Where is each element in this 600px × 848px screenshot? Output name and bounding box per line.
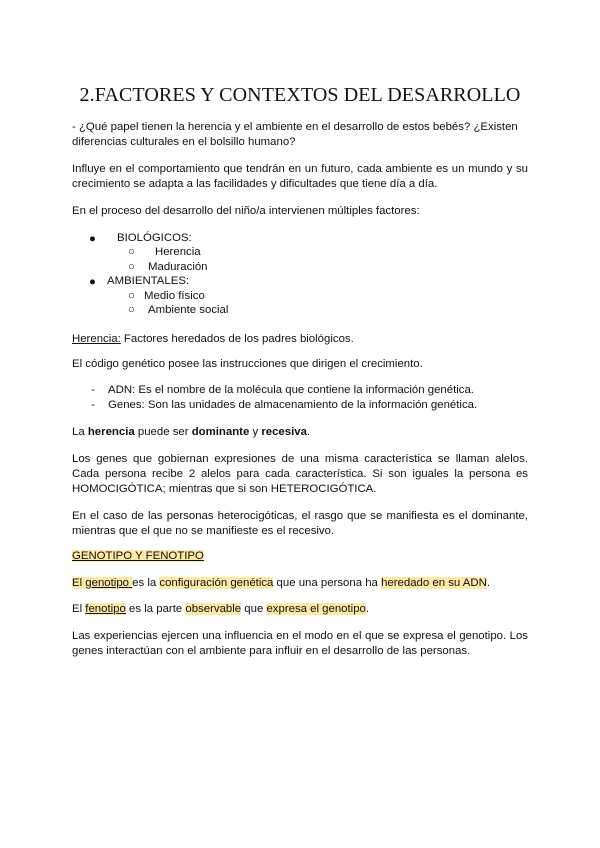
text-fragment: La [72, 426, 88, 438]
highlighted-phrase: observable [185, 603, 242, 615]
list-sub-bullet: ○ [128, 290, 135, 302]
list-item-genes: Genes: Son las unidades de almacenamiento de la información genética. [108, 399, 478, 411]
list-sub-bullet: ○ [128, 246, 135, 258]
herencia-definition-text: Factores heredados de los padres biológicos. [120, 333, 354, 345]
list-bullet: ● [89, 233, 96, 245]
page-title: 2.FACTORES Y CONTEXTOS DEL DESARROLLO [79, 84, 521, 106]
list-sub-bullet: ○ [128, 304, 135, 316]
list-item-biological: BIOLÓGICOS: [117, 232, 192, 244]
text-fragment: El [72, 577, 86, 589]
process-intro-paragraph: En el proceso del desarrollo del niño/a intervienen múltiples factores: [72, 205, 420, 217]
text-fragment: puede ser [134, 426, 192, 438]
bold-term: dominante [191, 426, 250, 438]
phenotype-sentence [72, 602, 528, 617]
text-fragment: que [241, 603, 267, 615]
highlighted-phrase: heredado en su ADN [381, 577, 487, 589]
bold-term: herencia [87, 426, 135, 438]
genotype-sentence [72, 576, 528, 591]
section-heading [72, 549, 528, 564]
text-fragment: es la parte [125, 603, 186, 615]
influence-paragraph: Influye en el comportamiento que tendrán en un futuro, cada ambiente es un mundo y su crecimiento se adapta a las facilidades y dificultades que tiene día a día. [72, 163, 528, 190]
highlighted-phrase: expresa el genotipo [266, 603, 366, 615]
text-fragment: que una persona ha [273, 577, 382, 589]
list-item-medio-fisico: Medio físico [144, 290, 205, 302]
inheritance-sentence [72, 425, 528, 440]
herencia-definition [72, 332, 528, 347]
text-fragment: El [72, 603, 86, 615]
text-fragment: es la [132, 577, 160, 589]
list-item-ambiente-social: Ambiente social [148, 304, 229, 316]
text-fragment: . [365, 603, 370, 615]
list-item-adn: ADN: Es el nombre de la molécula que contiene la información genética. [108, 384, 474, 396]
genotype-term: genotipo [85, 577, 133, 589]
experiences-paragraph: Las experiencias ejercen una influencia en el modo en el que se expresa el genotipo. Los genes interactúan con el ambiente para influir en el desarrollo de las personas. [72, 630, 528, 657]
section-heading-text: GENOTIPO Y FENOTIPO [72, 550, 204, 562]
bold-term: recesiva [261, 426, 307, 438]
heterozygous-paragraph: En el caso de las personas heterocigóticas, el rasgo que se manifiesta es el dominante, mientras que el que no se manifieste es el recesivo. [72, 510, 528, 537]
text-fragment: y [249, 426, 262, 438]
herencia-term: Herencia: [72, 333, 121, 345]
list-bullet: ● [89, 276, 96, 288]
list-item-maduracion: Maduración [148, 261, 208, 273]
list-item-environmental: AMBIENTALES: [107, 275, 190, 287]
list-dash: - [91, 399, 95, 411]
highlighted-phrase: configuración genética [159, 577, 274, 589]
list-dash: - [91, 384, 95, 396]
question-paragraph: - ¿Qué papel tienen la herencia y el ambiente en el desarrollo de estos bebés? ¿Existen diferencias culturales en el bolsillo humano? [72, 121, 518, 148]
phenotype-term: fenotipo [85, 603, 126, 615]
genetic-code-paragraph: El código genético posee las instrucciones que dirigen el crecimiento. [72, 358, 423, 370]
alleles-paragraph: Los genes que gobiernan expresiones de una misma característica se llaman alelos. Cada persona recibe 2 alelos para cada característica. Si son iguales la persona es HOMOCIGÓTICA; mientras que si son HETEROCIGÓTICA. [72, 453, 528, 495]
list-sub-bullet: ○ [128, 261, 135, 273]
text-fragment: . [486, 577, 490, 589]
list-item-herencia: Herencia [155, 246, 201, 258]
text-fragment: . [306, 426, 311, 438]
